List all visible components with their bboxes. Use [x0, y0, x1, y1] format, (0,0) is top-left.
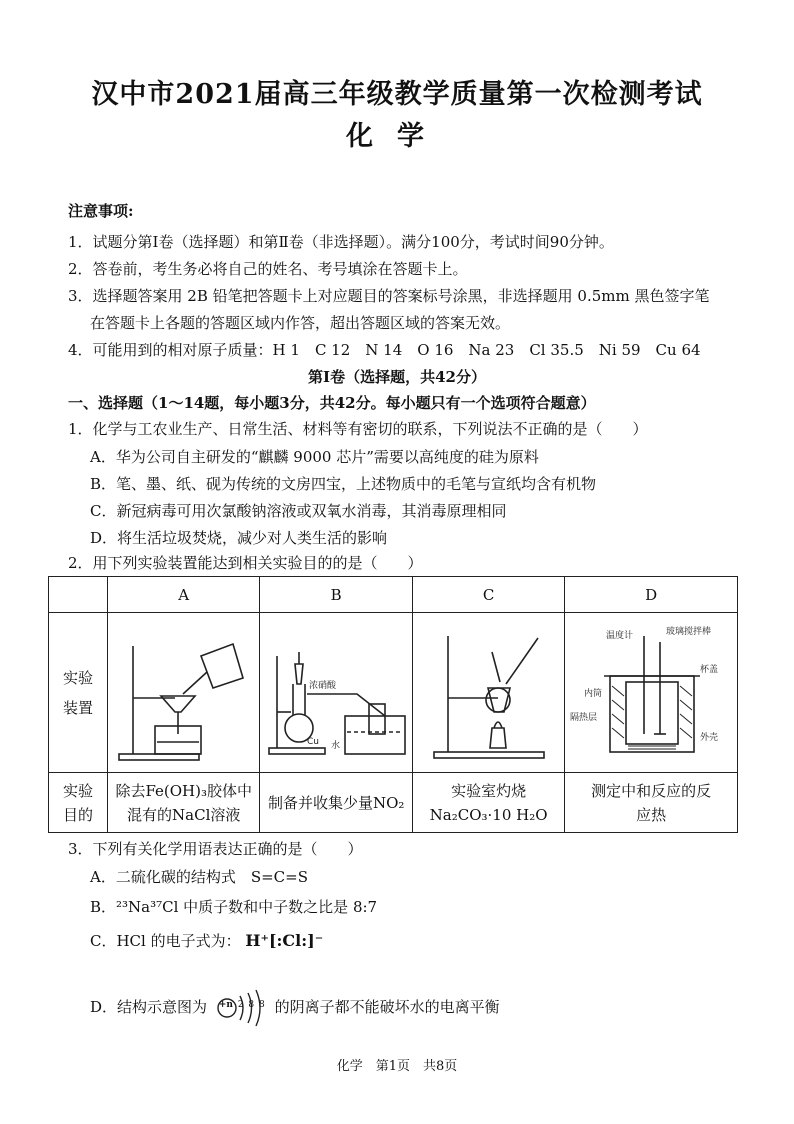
ion-nucleus-charge: +n: [218, 1000, 233, 1010]
apparatus-d: [565, 613, 738, 773]
label-thermometer: 温度计: [606, 630, 634, 641]
filtration-apparatus-icon: [109, 616, 259, 766]
label-outer-shell: 外壳: [700, 732, 719, 743]
calorimeter-icon: [566, 616, 736, 766]
section-heading: 一、选择题（1～14题，每小题3分，共42分。每小题只有一个选项符合题意）: [68, 394, 596, 412]
page-footer: 化学 第1页 共8页: [336, 1059, 458, 1074]
label-cu: Cu: [307, 736, 320, 747]
notice-item-2: 2．答卷前，考生务必将自己的姓名、考号填涂在答题卡上。: [68, 260, 468, 278]
part1-heading: 第Ⅰ卷（选择题，共42分）: [308, 368, 486, 386]
apparatus-row-label: 实验装置: [49, 613, 108, 773]
col-d-header: D: [565, 577, 738, 613]
subject-title: 化学: [346, 121, 448, 152]
q3-option-b: B．²³Na³⁷Cl 中质子数和中子数之比是 8:7: [90, 898, 378, 916]
q3-option-d-text: D．结构示意图为: [90, 998, 208, 1016]
notice-item-3: 3．选择题答案用 2B 铅笔把答题卡上对应题目的答案标号涂黑，非选择题用 0.5mm 黑色签字笔: [68, 287, 710, 305]
q1-option-c: C．新冠病毒可用次氯酸钠溶液或双氧水消毒，其消毒原理相同: [90, 502, 507, 520]
label-lid: 杯盖: [700, 664, 719, 675]
label-inner-cup: 内筒: [584, 688, 603, 699]
apparatus-a: [108, 613, 260, 773]
q1-option-a: A．华为公司自主研发的“麒麟 9000 芯片”需要以高纯度的硅为原料: [90, 448, 539, 466]
hcl-electron-formula: H⁺[:Cl:]⁻: [245, 931, 324, 950]
q3-option-c: [90, 930, 323, 951]
exam-title: 汉中市2021届高三年级教学质量第一次检测考试: [91, 79, 703, 110]
notice-item-1: 1．试题分第Ⅰ卷（选择题）和第Ⅱ卷（非选择题）。满分100分，考试时间90分钟。: [68, 233, 614, 251]
crucible-burning-icon: [414, 616, 564, 766]
q1-option-b: B．笔、墨、纸、砚为传统的文房四宝，上述物质中的毛笔与宣纸均含有机物: [90, 475, 597, 493]
table-corner: [49, 577, 108, 613]
purpose-d: 测定中和反应的反应热: [565, 773, 738, 833]
purpose-c: 实验室灼烧Na₂CO₃·10 H₂O: [412, 773, 564, 833]
ion-structure-icon: [216, 988, 266, 1028]
no2-apparatus-icon: [261, 616, 411, 766]
q3-option-d-tail: 的阴离子都不能破坏水的电离平衡: [274, 998, 500, 1016]
purpose-a: 除去Fe(OH)₃胶体中混有的NaCl溶液: [108, 773, 260, 833]
q3-option-a: A．二硫化碳的结构式 S=C=S: [90, 868, 308, 886]
q3-option-c-text: C．HCl 的电子式为：: [90, 932, 241, 950]
ion-electron-shells: 2 8 8: [237, 1000, 266, 1010]
q3-stem: 3．下列有关化学用语表达正确的是（ ）: [68, 840, 363, 858]
q2-table: [48, 576, 738, 833]
label-stirrer: 玻璃搅拌棒: [666, 626, 712, 637]
notice-item-3-cont: 在答题卡上各题的答题区域内作答，超出答题区域的答案无效。: [90, 314, 511, 332]
col-a-header: A: [108, 577, 260, 613]
col-c-header: C: [412, 577, 564, 613]
label-water: 水: [331, 740, 341, 751]
notice-item-4: 4．可能用到的相对原子质量：H 1 C 12 N 14 O 16 Na 23 Cl 35.5 Ni 59 Cu 64: [68, 341, 701, 359]
col-b-header: B: [260, 577, 412, 613]
q1-option-d: D．将生活垃圾焚烧，减少对人类生活的影响: [90, 529, 388, 547]
purpose-b: 制备并收集少量NO₂: [260, 773, 412, 833]
purpose-row-label: 实验目的: [49, 773, 108, 833]
q1-stem: 1．化学与工农业生产、日常生活、材料等有密切的联系，下列说法不正确的是（ ）: [68, 420, 648, 438]
q3-option-d: [90, 988, 500, 1028]
apparatus-b: [260, 613, 412, 773]
q2-stem: 2．用下列实验装置能达到相关实验目的的是（ ）: [68, 554, 423, 572]
label-insulation: 隔热层: [570, 712, 598, 723]
label-conc-nitric-acid: 浓硝酸: [309, 680, 337, 691]
apparatus-c: [412, 613, 564, 773]
notice-heading: 注意事项:: [68, 202, 134, 220]
